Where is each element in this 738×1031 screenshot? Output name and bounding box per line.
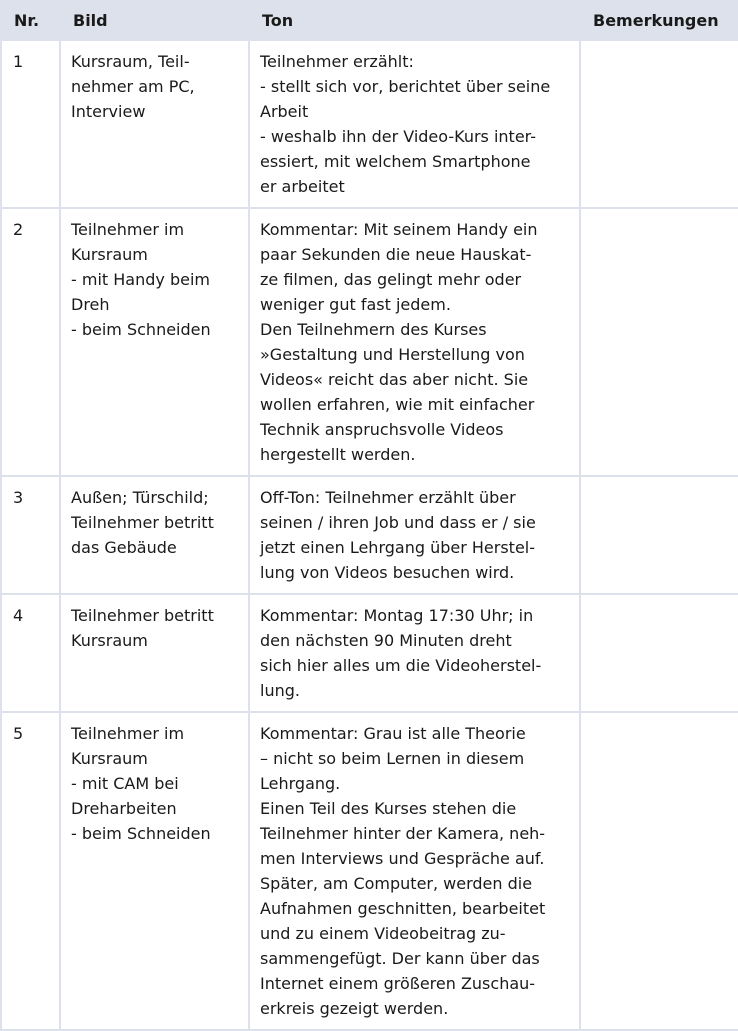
bild-line: Kursraum	[71, 749, 148, 768]
bild-line: Kursraum	[71, 245, 148, 264]
bild-line: das Gebäude	[71, 538, 177, 557]
cell-nr: 4	[1, 594, 60, 712]
cell-bild	[60, 594, 249, 712]
ton-line: Kommentar: Mit seinem Handy ein	[260, 220, 538, 239]
ton-line: Arbeit	[260, 102, 309, 121]
header-ton: Ton	[249, 1, 580, 40]
table-row	[1, 208, 738, 476]
cell-ton	[249, 712, 580, 1030]
ton-line: Technik anspruchsvolle Videos	[260, 420, 504, 439]
ton-line: den nächsten 90 Minuten dreht	[260, 631, 512, 650]
ton-line: hergestellt werden.	[260, 445, 416, 464]
bild-line: Teilnehmer im	[71, 220, 185, 239]
cell-bemerkungen	[580, 40, 738, 208]
ton-line: Später, am Computer, werden die	[260, 874, 533, 893]
bild-line: Außen; Türschild;	[71, 488, 209, 507]
cell-bild	[60, 476, 249, 594]
bild-line: Teilnehmer betritt	[71, 606, 214, 625]
ton-line: - stellt sich vor, berichtet über seine	[260, 77, 551, 96]
ton-line: wollen erfahren, wie mit einfacher	[260, 395, 535, 414]
cell-ton	[249, 594, 580, 712]
cell-bild	[60, 712, 249, 1030]
ton-line: seinen / ihren Job und dass er / sie	[260, 513, 536, 532]
ton-line: Off-Ton: Teilnehmer erzählt über	[260, 488, 516, 507]
cell-nr: 1	[1, 40, 60, 208]
ton-line: Teilnehmer erzählt:	[260, 52, 414, 71]
bild-line: nehmer am PC,	[71, 77, 195, 96]
table-row	[1, 476, 738, 594]
bild-line: - beim Schneiden	[71, 824, 211, 843]
ton-line: sammengefügt. Der kann über das	[260, 949, 540, 968]
bild-line: - mit CAM bei	[71, 774, 179, 793]
ton-line: Kommentar: Montag 17:30 Uhr; in	[260, 606, 534, 625]
header-nr: Nr.	[1, 1, 60, 40]
ton-line: - weshalb ihn der Video-Kurs inter-	[260, 127, 536, 146]
bild-line: - mit Handy beim	[71, 270, 210, 289]
cell-bemerkungen	[580, 594, 738, 712]
cell-bild	[60, 208, 249, 476]
ton-line: Kommentar: Grau ist alle Theorie	[260, 724, 526, 743]
header-bemerkungen: Bemerkungen	[580, 1, 738, 40]
table-row	[1, 594, 738, 712]
ton-line: Den Teilnehmern des Kurses	[260, 320, 487, 339]
cell-nr: 2	[1, 208, 60, 476]
ton-line: men Interviews und Gespräche auf.	[260, 849, 545, 868]
cell-nr: 3	[1, 476, 60, 594]
ton-line: Videos« reicht das aber nicht. Sie	[260, 370, 529, 389]
bild-line: Interview	[71, 102, 146, 121]
ton-line: sich hier alles um die Videoherstel-	[260, 656, 542, 675]
cell-ton	[249, 476, 580, 594]
cell-bild	[60, 40, 249, 208]
ton-line: erkreis gezeigt werden.	[260, 999, 449, 1018]
ton-line: Einen Teil des Kurses stehen die	[260, 799, 517, 818]
bild-line: Teilnehmer betritt	[71, 513, 214, 532]
ton-line: jetzt einen Lehrgang über Herstel-	[260, 538, 536, 557]
header-bild: Bild	[60, 1, 249, 40]
bild-line: Teilnehmer im	[71, 724, 185, 743]
ton-line: weniger gut fast jedem.	[260, 295, 451, 314]
table-row	[1, 712, 738, 1030]
header-row	[1, 1, 738, 40]
ton-line: »Gestaltung und Herstellung von	[260, 345, 525, 364]
bild-line: - beim Schneiden	[71, 320, 211, 339]
bild-line: Kursraum	[71, 631, 148, 650]
ton-line: Lehrgang.	[260, 774, 341, 793]
ton-line: essiert, mit welchem Smartphone	[260, 152, 531, 171]
ton-line: lung von Videos besuchen wird.	[260, 563, 515, 582]
bild-line: Kursraum, Teil-	[71, 52, 190, 71]
cell-bemerkungen	[580, 476, 738, 594]
ton-line: lung.	[260, 681, 300, 700]
ton-line: Internet einem größeren Zuschau-	[260, 974, 536, 993]
ton-line: – nicht so beim Lernen in diesem	[260, 749, 525, 768]
cell-ton	[249, 40, 580, 208]
bild-line: Dreharbeiten	[71, 799, 177, 818]
ton-line: er arbeitet	[260, 177, 345, 196]
cell-bemerkungen	[580, 208, 738, 476]
cell-nr: 5	[1, 712, 60, 1030]
ton-line: und zu einem Videobeitrag zu-	[260, 924, 506, 943]
cell-ton	[249, 208, 580, 476]
ton-line: ze filmen, das gelingt mehr oder	[260, 270, 522, 289]
bild-line: Dreh	[71, 295, 110, 314]
ton-line: paar Sekunden die neue Hauskat-	[260, 245, 532, 264]
cell-bemerkungen	[580, 712, 738, 1030]
ton-line: Aufnahmen geschnitten, bearbeitet	[260, 899, 546, 918]
table-row	[1, 40, 738, 208]
ton-line: Teilnehmer hinter der Kamera, neh-	[260, 824, 546, 843]
